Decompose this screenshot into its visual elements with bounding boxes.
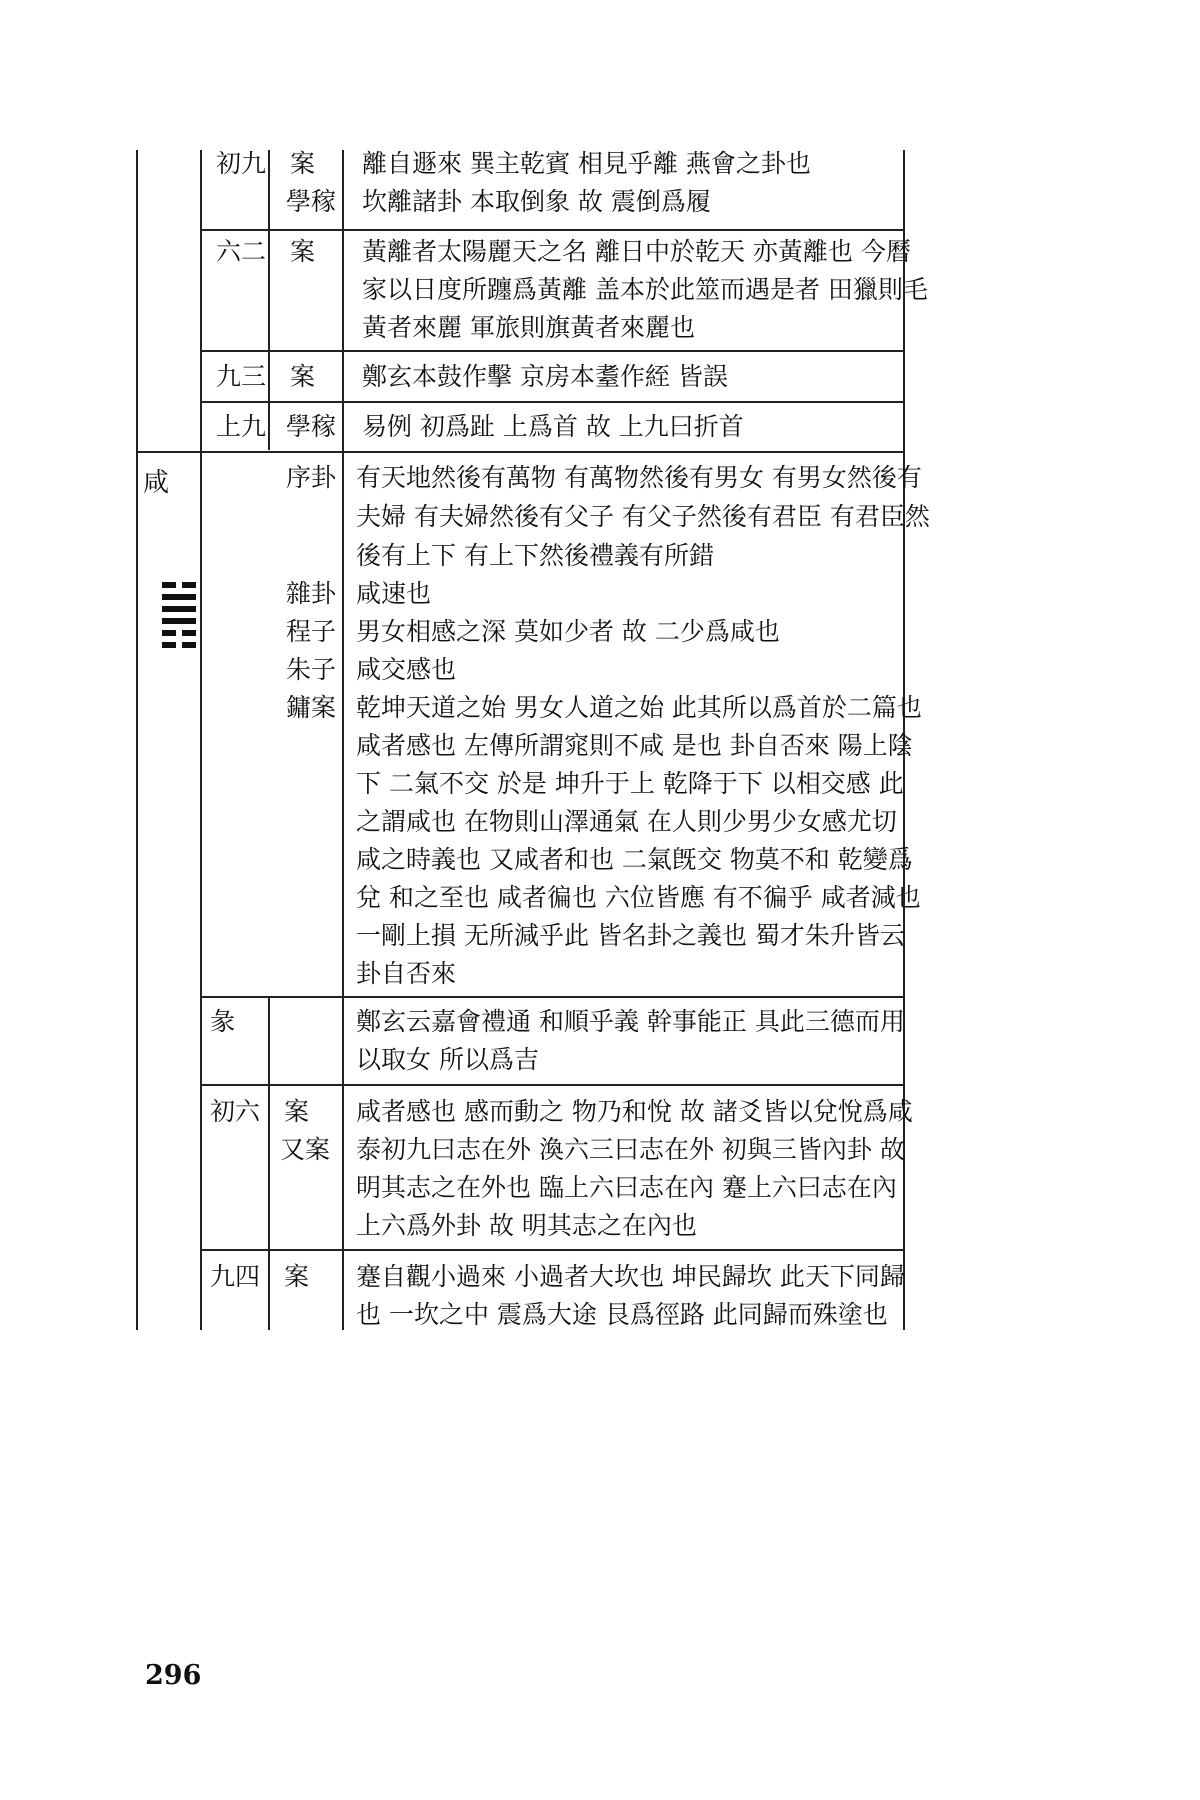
commentary-text: 明其志之在外也 臨上六曰志在內 蹇上六曰志在內 <box>356 1173 897 1202</box>
source-label: 序卦 <box>286 463 337 492</box>
commentary-text: 咸速也 <box>356 579 432 608</box>
line-label: 初九 <box>216 149 267 178</box>
commentary-text: 夫婦 有夫婦然後有父子 有父子然後有君臣 有君臣然 <box>356 502 930 531</box>
table-left-border <box>136 150 138 1330</box>
commentary-text: 咸之時義也 又咸者和也 二氣旣交 物莫不和 乾變爲 <box>356 845 913 874</box>
source-label: 朱子 <box>286 655 337 684</box>
commentary-text: 鄭玄本鼓作擊 京房本耋作絰 皆誤 <box>362 362 728 391</box>
row-rule <box>200 1249 905 1251</box>
commentary-text: 黃者來麗 軍旅則旗黃者來麗也 <box>362 313 695 342</box>
commentary-text: 之謂咸也 在物則山澤通氣 在人則少男少女感尤切 <box>356 807 897 836</box>
commentary-text: 鄭玄云嘉會禮通 和順乎義 幹事能正 具此三德而用 <box>356 1007 905 1036</box>
row-rule <box>200 996 905 998</box>
column-divider-line-lower <box>268 996 270 1330</box>
line-label: 上九 <box>216 412 267 441</box>
source-label: 鏞案 <box>286 693 337 722</box>
line-label: 九四 <box>210 1262 261 1291</box>
page-number: 296 <box>145 1660 202 1691</box>
commentary-text: 離自遯來 巽主乾賓 相見乎離 燕會之卦也 <box>362 149 811 178</box>
source-label: 案 <box>290 237 316 266</box>
column-divider-line <box>268 150 270 450</box>
line-label: 六二 <box>216 237 267 266</box>
source-label: 案 <box>290 149 316 178</box>
commentary-text: 也 一坎之中 震爲大途 艮爲徑路 此同歸而殊塗也 <box>356 1300 888 1329</box>
commentary-text: 有天地然後有萬物 有萬物然後有男女 有男女然後有 <box>356 463 922 492</box>
commentary-text: 蹇自觀小過來 小過者大坎也 坤民歸坎 此天下同歸 <box>356 1262 905 1291</box>
source-label: 案 <box>290 362 316 391</box>
commentary-text: 黃離者太陽麗天之名 離日中於乾天 亦黃離也 今曆 <box>362 237 911 266</box>
commentary-text: 上六爲外卦 故 明其志之在內也 <box>356 1211 697 1240</box>
row-rule <box>136 451 905 453</box>
commentary-text: 男女相感之深 莫如少者 故 二少爲咸也 <box>356 617 780 646</box>
source-label: 案 <box>284 1097 310 1126</box>
source-label: 案 <box>284 1262 310 1291</box>
commentary-text: 兌 和之至也 咸者徧也 六位皆應 有不徧乎 咸者減也 <box>356 883 921 912</box>
commentary-text: 咸者感也 左傳所謂窕則不咸 是也 卦自否來 陽上陰 <box>356 731 913 760</box>
commentary-text: 卦自否來 <box>356 959 457 988</box>
row-rule <box>200 1084 905 1086</box>
commentary-text: 後有上下 有上下然後禮義有所錯 <box>356 541 714 570</box>
source-label: 學稼 <box>286 412 337 441</box>
line-label: 彖 <box>210 1007 236 1036</box>
hexagram-name: 咸 <box>143 468 170 498</box>
line-label: 初六 <box>210 1097 261 1126</box>
commentary-text: 咸者感也 感而動之 物乃和悅 故 諸爻皆以兌悅爲咸 <box>356 1097 913 1126</box>
source-label: 程子 <box>286 617 337 646</box>
source-label: 雜卦 <box>286 579 337 608</box>
line-label: 九三 <box>216 362 267 391</box>
column-divider-source <box>342 150 344 1330</box>
row-rule <box>200 401 905 403</box>
commentary-text: 咸交感也 <box>356 655 457 684</box>
commentary-text: 家以日度所躔爲黃離 盖本於此筮而遇是者 田獵則毛 <box>362 275 928 304</box>
commentary-text: 泰初九曰志在外 渙六三曰志在外 初與三皆內卦 故 <box>356 1135 905 1164</box>
commentary-text: 易例 初爲趾 上爲首 故 上九曰折首 <box>362 412 744 441</box>
commentary-text: 以取女 所以爲吉 <box>356 1045 539 1074</box>
row-rule <box>200 350 905 352</box>
source-label: 學稼 <box>286 187 337 216</box>
commentary-text: 下 二氣不交 於是 坤升于上 乾降于下 以相交感 此 <box>356 769 904 798</box>
column-divider-hexagram <box>200 150 202 1330</box>
commentary-text: 一剛上損 无所減乎此 皆名卦之義也 蜀才朱升皆云 <box>356 921 905 950</box>
xian-hexagram-icon <box>162 582 196 654</box>
commentary-text: 坎離諸卦 本取倒象 故 震倒爲履 <box>362 187 711 216</box>
commentary-text: 乾坤天道之始 男女人道之始 此其所以爲首於二篇也 <box>356 693 922 722</box>
source-label: 又案 <box>280 1135 331 1164</box>
